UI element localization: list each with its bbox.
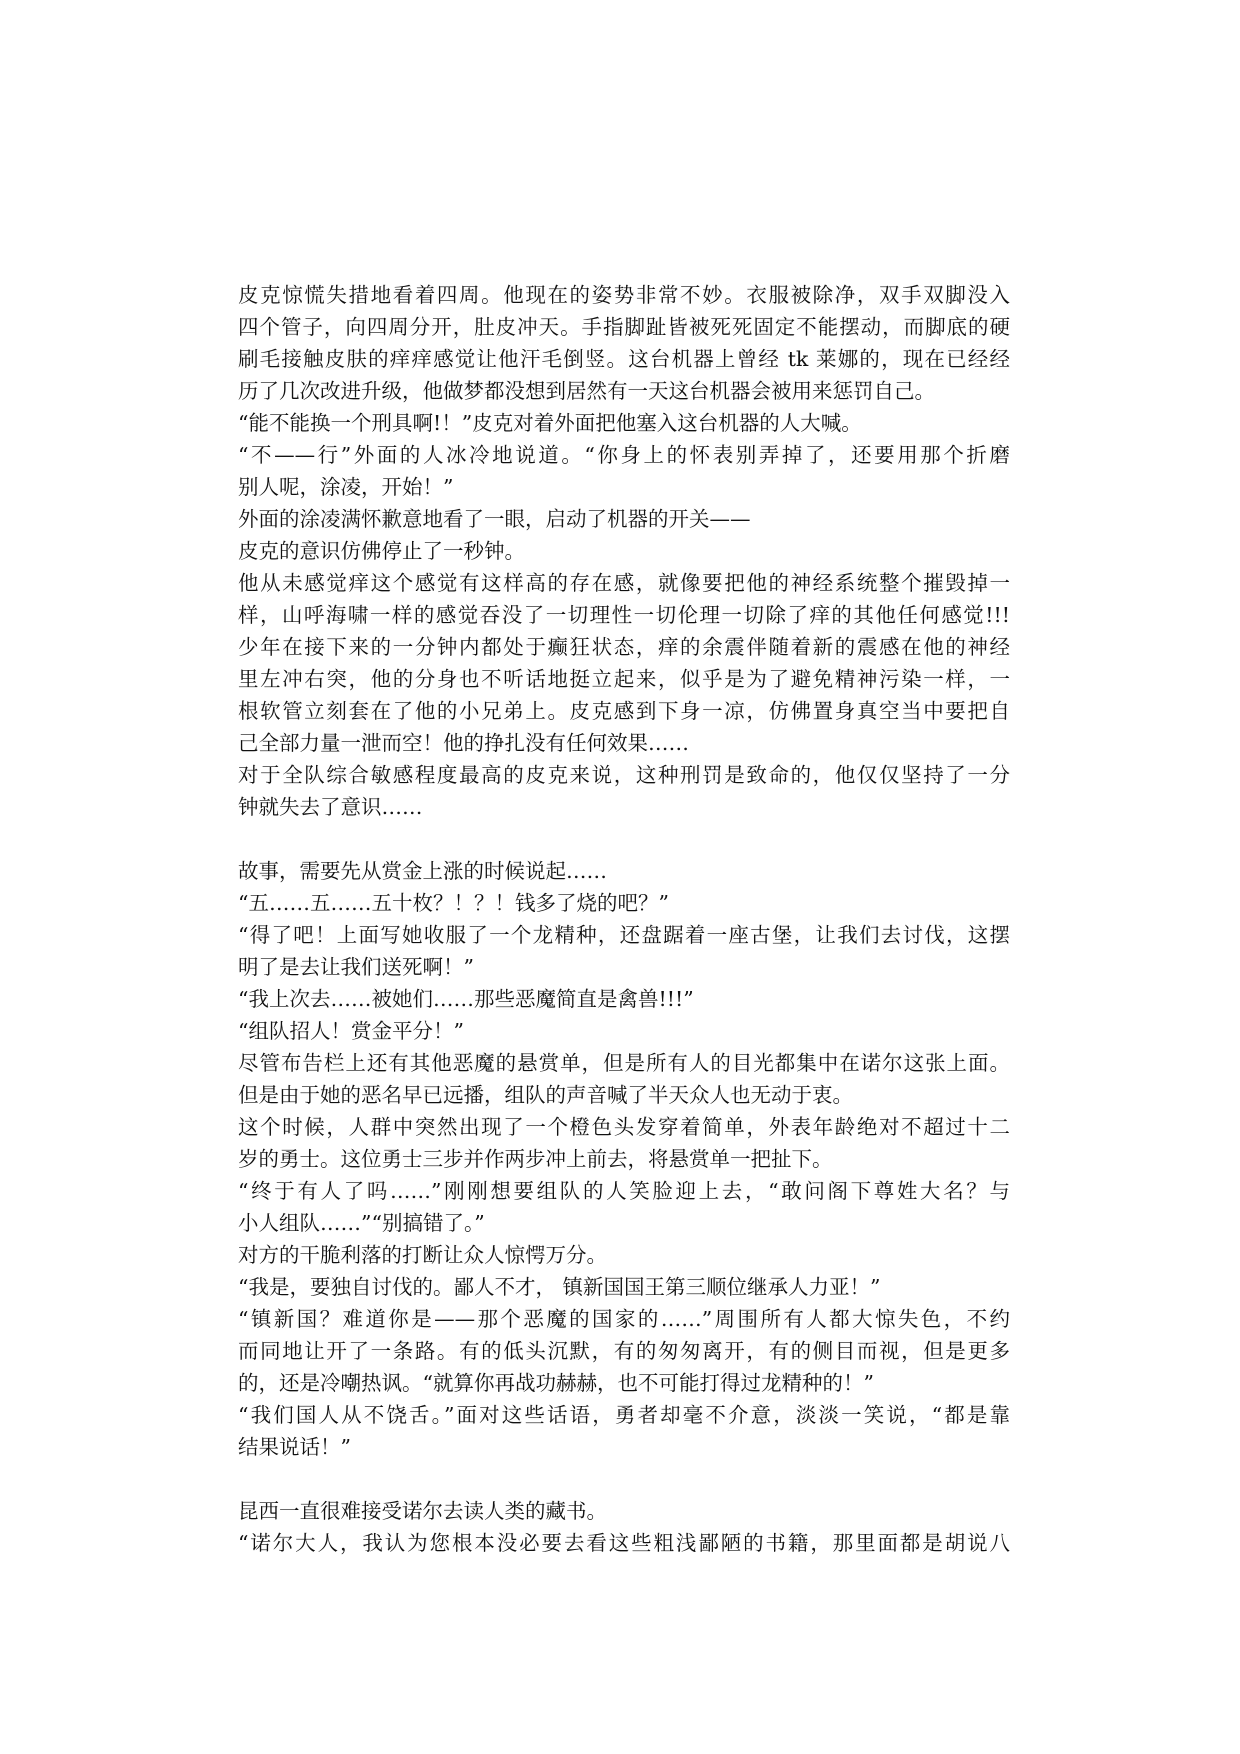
text-line: 故事，需要先从赏金上涨的时候说起…… xyxy=(238,859,607,883)
text-line: 四个管子，向四周分开，肚皮冲天。手指脚趾皆被死死固定不能摆动，而脚底的硬 xyxy=(238,315,1010,339)
text-line: “组队招人！赏金平分！” xyxy=(238,1019,464,1043)
text-line: “诺尔大人，我认为您根本没必要去看这些粗浅鄙陋的书籍，那里面都是胡说八 xyxy=(238,1531,1010,1555)
text-line: 刷毛接触皮肤的痒痒感觉让他汗毛倒竖。这台机器上曾经 tk 莱娜的，现在已经经 xyxy=(238,347,1010,371)
text-line: “镇新国？难道你是——那个恶魔的国家的……”周围所有人都大惊失色，不约 xyxy=(238,1307,1010,1331)
text-line: 历了几次改进升级，他做梦都没想到居然有一天这台机器会被用来惩罚自己。 xyxy=(238,379,935,403)
text-line: 小人组队……”“别搞错了。” xyxy=(238,1211,485,1235)
text-line: “终于有人了吗……”刚刚想要组队的人笑脸迎上去，“敢问阁下尊姓大名？与 xyxy=(238,1179,1010,1203)
text-line: 尽管布告栏上还有其他恶魔的悬赏单，但是所有人的目光都集中在诺尔这张上面。 xyxy=(238,1051,1010,1075)
text-line: 对方的干脆利落的打断让众人惊愕万分。 xyxy=(238,1243,607,1267)
text-line: “我们国人从不饶舌。”面对这些话语，勇者却毫不介意，淡淡一笑说，“都是靠 xyxy=(238,1403,1010,1427)
text-line: 己全部力量一泄而空！他的挣扎没有任何效果…… xyxy=(238,731,689,755)
text-line: 但是由于她的恶名早已远播，组队的声音喊了半天众人也无动于衷。 xyxy=(238,1083,853,1107)
text-line: “我上次去……被她们……那些恶魔简直是禽兽!!!” xyxy=(238,987,694,1011)
text-line: “五……五……五十枚？！？！钱多了烧的吧？” xyxy=(238,891,669,915)
text-line: “能不能换一个刑具啊!！”皮克对着外面把他塞入这台机器的人大喊。 xyxy=(238,411,862,435)
text-line: “我是，要独自讨伐的。鄙人不才， 镇新国国王第三顺位继承人力亚！” xyxy=(238,1275,881,1299)
text-line: 对于全队综合敏感程度最高的皮克来说，这种刑罚是致命的，他仅仅坚持了一分 xyxy=(238,763,1010,787)
text-line: 钟就失去了意识…… xyxy=(238,795,423,819)
blank-line xyxy=(238,1463,1010,1495)
text-line: 他从未感觉痒这个感觉有这样高的存在感，就像要把他的神经系统整个摧毁掉一 xyxy=(238,571,1010,595)
text-line: 昆西一直很难接受诺尔去读人类的藏书。 xyxy=(238,1499,607,1523)
text-line: 的，还是冷嘲热讽。“就算你再战功赫赫，也不可能打得过龙精种的！” xyxy=(238,1371,874,1395)
text-line: 根软管立刻套在了他的小兄弟上。皮克感到下身一凉，仿佛置身真空当中要把自 xyxy=(238,699,1010,723)
text-line: “不——行”外面的人冰冷地说道。“你身上的怀表别弄掉了，还要用那个折磨 xyxy=(238,443,1010,467)
text-line: 这个时候，人群中突然出现了一个橙色头发穿着简单，外表年龄绝对不超过十二 xyxy=(238,1115,1010,1139)
text-line: “得了吧！上面写她收服了一个龙精种，还盘踞着一座古堡，让我们去讨伐，这摆 xyxy=(238,923,1010,947)
text-line: 别人呢，涂凌，开始！” xyxy=(238,475,454,499)
text-line: 皮克的意识仿佛停止了一秒钟。 xyxy=(238,539,525,563)
text-line: 里左冲右突，他的分身也不听话地挺立起来，似乎是为了避免精神污染一样，一 xyxy=(238,667,1010,691)
text-line: 样，山呼海啸一样的感觉吞没了一切理性一切伦理一切除了痒的其他任何感觉!!! xyxy=(238,603,1010,627)
document-body xyxy=(238,279,1010,1559)
text-line: 皮克惊慌失措地看着四周。他现在的姿势非常不妙。衣服被除净，双手双脚没入 xyxy=(238,283,1010,307)
text-line: 结果说话！” xyxy=(238,1435,351,1459)
text-line: 而同地让开了一条路。有的低头沉默，有的匆匆离开，有的侧目而视，但是更多 xyxy=(238,1339,1010,1363)
text-line: 外面的涂凌满怀歉意地看了一眼，启动了机器的开关—— xyxy=(238,507,751,531)
text-line: 明了是去让我们送死啊！” xyxy=(238,955,474,979)
text-line: 岁的勇士。这位勇士三步并作两步冲上前去，将悬赏单一把扯下。 xyxy=(238,1147,833,1171)
text-line: 少年在接下来的一分钟内都处于癫狂状态，痒的余震伴随着新的震感在他的神经 xyxy=(238,635,1010,659)
blank-line xyxy=(238,823,1010,855)
